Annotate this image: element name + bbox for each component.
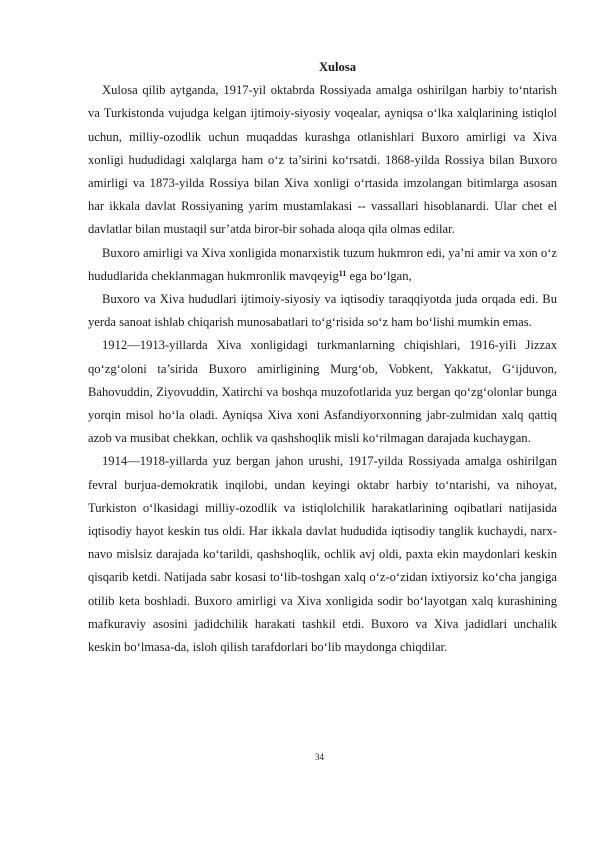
paragraph-monarchy-tail: ega bo‘lgan, <box>346 268 412 283</box>
paragraph-conclusion-intro: Xulosa qilib aytganda, 1917-yil oktabrda Rossiyada amalga oshirilgan harbiy to‘ntarish va Turkistonda vujudga kelgan ijtimoiy-siyosiy voqealar, ayniqsa o‘lka xalqlarining istiqlol uchun, milliy-ozodlik uchun muqaddas kurashga otlanishlari Buxoro amirligi va Xiva xonligi hududidagi xalqlarga ham o‘z ta’sirini ko‘rsatdi. 1868-yilda Rossiya bilan Buxoro amirligi va 1873-yilda Rossiya bilan Xiva xonligi o‘rtasida imzolangan bitimlarga asosan har ikkala davlat Rossiyaning yarim mustamlakasi -- vassallari hisoblanardi. Ular chet el davlatlar bilan mustaqil sur’atda biror-bir sohada aloqa qila olmas edilar. <box>88 83 557 237</box>
paragraph-monarchy <box>88 242 557 288</box>
paragraph-monarchy-text: Buxoro amirligi va Xiva xonligida monarxistik tuzum hukmron edi, ya’ni amir va xon o‘z hududlarida cheklanmagan hukmronlik mavqeyig <box>88 245 557 283</box>
paragraph-uprisings: 1912—1913-yillarda Xiva xonligidagi turkmanlarning chiqishlari, 1916-yiIi Jizzax qo‘zg‘oloni ta’sirida Buxoro amirligining Murg‘ob, Vobkent, Yakkatut, G‘ijduvon, Bahovuddin, Ziyovuddin, Xatirchi va boshqa muzofotlarida yuz bergan qo‘zg‘olonlar bunga yorqin misol ho‘la oladi. Ayniqsa Xiva xoni Asfandiyorxonning jabr-zulmidan xalq qattiq azob va musibat chekkan, ochlik va qashshoqlik misli ko‘rilmagan darajada kuchaygan. <box>88 338 557 446</box>
page-number: 34 <box>315 752 324 762</box>
paragraph-world-war: 1914—1918-yillarda yuz bergan jahon urushi, 1917-yilda Rossiyada amalga oshirilgan fevral burjua-demokratik inqilobi, undan keyingi oktabr harbiy to‘ntarishi, va nihoyat, Turkiston o‘lkasidagi milliy-ozodlik va istiqlolchilik harakatlarining oqibatlari natijasida iqtisodiy hayot keskin tus oldi. Har ikkala davlat hududida iqtisodiy tanglik kuchaydi, narx-navo mislsiz darajada ko‘tarildi, qashshoqlik, ochlik avj oldi, paxta ekin maydonlari keskin qisqarib ketdi. Natijada sabr kosasi to‘lib-toshgan xalq o‘z-o‘zidan ixtiyorsiz ko‘cha jangiga otilib keta boshladi. Buxoro amirligi va Xiva xonligida sodir bo‘layotgan xalq kurashining mafkuraviy asosini jadidchilik harakati tashkil etdi. Buxoro va Xiva jadidlari unchalik keskin bo‘lmasa-da, isloh qilish tarafdorlari bo‘lib maydonga chiqdilar. <box>88 454 557 655</box>
document-body <box>88 56 557 659</box>
document-title: Xulosa <box>318 60 357 74</box>
paragraph-development: Buxoro va Xiva hududlari ijtimoiy-siyosiy va iqtisodiy taraqqiyotda juda orqada edi. Bu yerda sanoat ishlab chiqarish munosabatlari to‘g‘risida so‘z ham bo‘lishi mumkin emas. <box>88 292 557 330</box>
footnote-marker[interactable]: 11 <box>338 268 347 278</box>
